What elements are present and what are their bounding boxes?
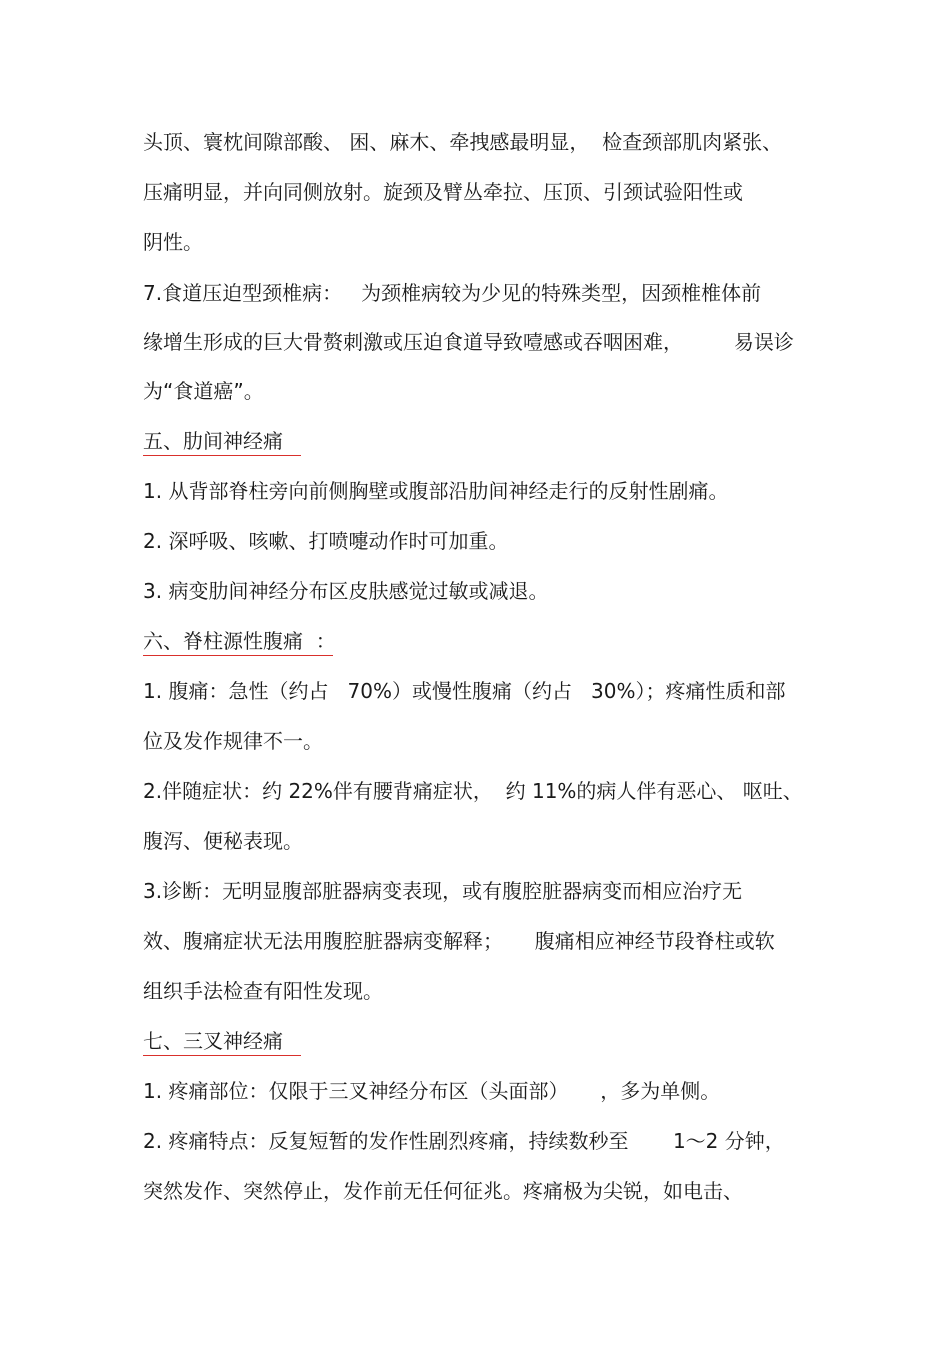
text-line: 2.伴随症状：约 22%伴有腰背痛症状， 约 11%的病人伴有恶心、 呕吐、 (143, 779, 803, 803)
heading-underline (143, 1055, 301, 1056)
text-line: 突然发作、突然停止，发作前无任何征兆。疼痛极为尖锐，如电击、 (143, 1179, 743, 1203)
section-heading-spinal-abdominal-pain: 六、脊柱源性腹痛 ： (143, 629, 336, 653)
text-line: 腹泻、便秘表现。 (143, 829, 303, 853)
text-line: 2. 深呼吸、咳嗽、打喷嚏动作时可加重。 (143, 529, 509, 553)
text-line: 3.诊断：无明显腹部脏器病变表现，或有腹腔脏器病变而相应治疗无 (143, 879, 743, 903)
text-line: 头顶、寰枕间隙部酸、 困、麻木、牵拽感最明显， 检查颈部肌肉紧张、 (143, 130, 783, 154)
text-line: 1. 从背部脊柱旁向前侧胸壁或腹部沿肋间神经走行的反射性剧痛。 (143, 479, 729, 503)
text-line: 1. 腹痛：急性（约占 70%）或慢性腹痛（约占 30%）；疼痛性质和部 (143, 679, 786, 703)
section-heading-intercostal-neuralgia: 五、肋间神经痛 (143, 429, 283, 453)
text-line: 效、腹痛症状无法用腹腔脏器病变解释； 腹痛相应神经节段脊柱或软 (143, 929, 775, 953)
section-heading-trigeminal-neuralgia: 七、三叉神经痛 (143, 1029, 283, 1053)
text-line: 2. 疼痛特点：反复短暂的发作性剧烈疼痛，持续数秒至 1～2 分钟， (143, 1129, 785, 1153)
text-line: 位及发作规律不一。 (143, 729, 323, 753)
text-line: 阴性。 (143, 230, 203, 254)
heading-underline (143, 655, 333, 656)
text-line: 为“食道癌”。 (143, 379, 264, 403)
text-line: 压痛明显，并向同侧放射。旋颈及臂丛牵拉、压顶、引颈试验阳性或 (143, 180, 743, 204)
heading-underline (143, 455, 301, 456)
text-line: 缘增生形成的巨大骨赘刺激或压迫食道导致噎感或吞咽困难， 易误诊 (143, 330, 794, 354)
text-line: 组织手法检查有阳性发现。 (143, 979, 383, 1003)
text-line: 3. 病变肋间神经分布区皮肤感觉过敏或减退。 (143, 579, 549, 603)
text-line: 7.食道压迫型颈椎病： 为颈椎病较为少见的特殊类型，因颈椎椎体前 (143, 281, 762, 305)
text-line: 1. 疼痛部位：仅限于三叉神经分布区（头面部） ，多为单侧。 (143, 1079, 721, 1103)
